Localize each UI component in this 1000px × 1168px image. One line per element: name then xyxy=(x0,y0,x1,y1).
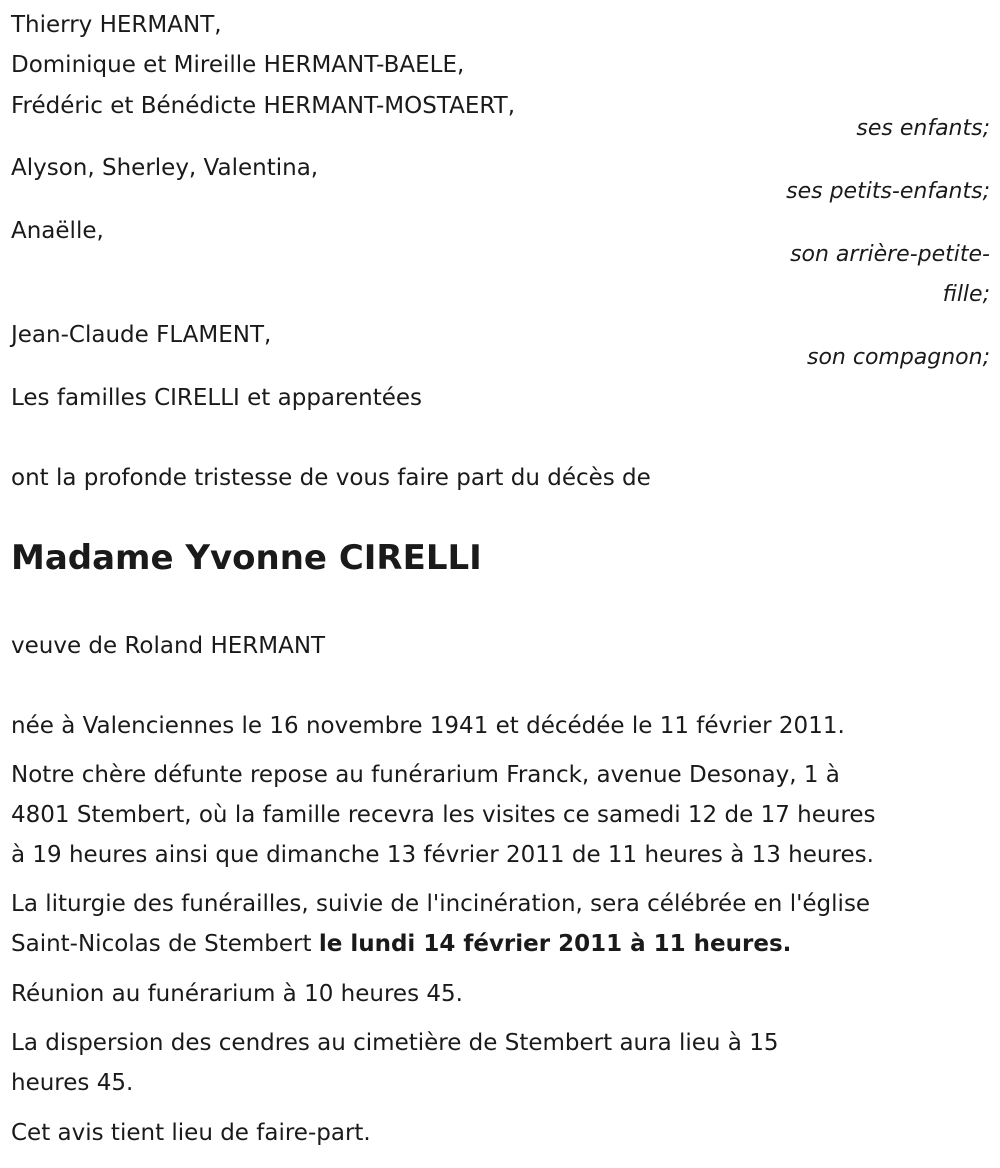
dispersion-line-2: heures 45. xyxy=(11,1070,134,1096)
great-grandchild-role-line2: fille; xyxy=(942,282,990,307)
liturgy-date-time: le lundi 14 février 2011 à 11 heures. xyxy=(318,931,792,957)
families-line: Les familles CIRELLI et apparentées xyxy=(11,385,422,411)
liturgy-line-2-text: Saint-Nicolas de Stembert xyxy=(11,931,319,957)
child-dominique: Dominique et Mireille HERMANT-BAELE, xyxy=(11,52,465,78)
child-frederic: Frédéric et Bénédicte HERMANT-MOSTAERT, xyxy=(11,93,516,119)
children-role: ses enfants; xyxy=(856,116,990,141)
closing-line: Cet avis tient lieu de faire-part. xyxy=(11,1120,371,1146)
child-thierry: Thierry HERMANT, xyxy=(11,12,222,38)
deceased-name: Madame Yvonne CIRELLI xyxy=(11,538,482,578)
great-grandchild-name: Anaëlle, xyxy=(11,218,104,244)
rest-line-1: Notre chère défunte repose au funérarium Franck, avenue Desonay, 1 à xyxy=(11,762,840,788)
grandchildren-role: ses petits-enfants; xyxy=(786,179,990,204)
great-grandchild-role-line1: son arrière-petite- xyxy=(790,242,990,267)
rest-line-2: 4801 Stembert, où la famille recevra les visites ce samedi 12 de 17 heures xyxy=(11,802,876,828)
companion-role: son compagnon; xyxy=(806,345,990,370)
dispersion-line-1: La dispersion des cendres au cimetière de Stembert aura lieu à 15 xyxy=(11,1030,779,1056)
rest-line-3: à 19 heures ainsi que dimanche 13 février 2011 de 11 heures à 13 heures. xyxy=(11,842,874,868)
liturgy-line-1: La liturgie des funérailles, suivie de l'incinération, sera célébrée en l'église xyxy=(11,891,871,917)
birth-death-line: née à Valenciennes le 16 novembre 1941 et décédée le 11 février 2011. xyxy=(11,713,845,739)
meeting-line: Réunion au funérarium à 10 heures 45. xyxy=(11,981,463,1007)
grandchildren-names: Alyson, Sherley, Valentina, xyxy=(11,155,319,181)
companion-name: Jean-Claude FLAMENT, xyxy=(11,322,272,348)
liturgy-line-2 xyxy=(11,924,791,964)
widow-of-line: veuve de Roland HERMANT xyxy=(11,633,326,659)
announcement-text: ont la profonde tristesse de vous faire part du décès de xyxy=(11,465,651,491)
